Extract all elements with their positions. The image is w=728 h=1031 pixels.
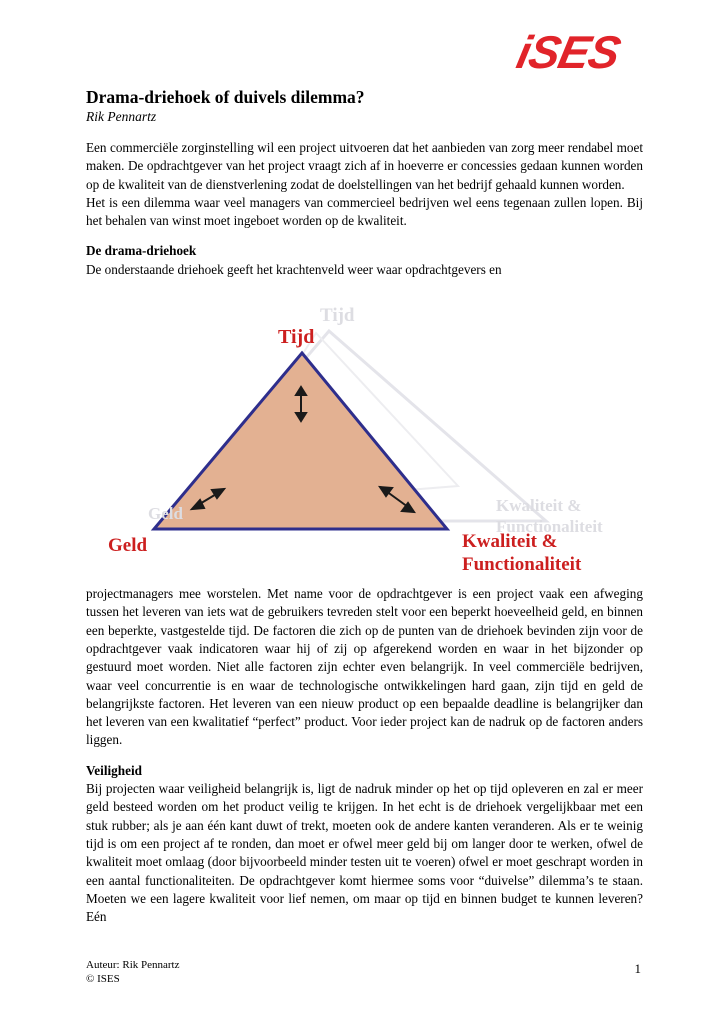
section2-body: Bij projecten waar veiligheid belangrijk is, ligt de nadruk minder op het op tijd opleveren en zal er meer geld besteed worden om het product veilig te krijgen. In het echt is de driehoek vergelijkbaar met een stuk rubber; als je aan één kant duwt of trekt, moeten ook de andere kanten veranderen. Als er te weinig tijd is om een project af te ronden, dan moet er ofwel meer geld bij om langer door te werken, ofwel de kwaliteit moet omlaag (door bijvoorbeeld minder testen uit te voeren) ofwel er moet geschrapt worden in een aantal functionaliteiten. De opdrachtgever komt hiermee soms voor “duivelse” dilemma’s te staan. Moeten we een lagere kwaliteit voor lief nemen, om maar op tijd en binnen budget te kunnen leveren? Eén: [86, 781, 643, 925]
footer-author: Auteur: Rik Pennartz: [86, 959, 180, 971]
label-tijd: Tijd: [278, 326, 315, 349]
drama-triangle-figure: [86, 291, 643, 577]
section-heading-veiligheid: Veiligheid: [86, 762, 142, 778]
ises-logo: iSES: [512, 26, 625, 78]
label-kwaliteit-1: Kwaliteit &: [462, 531, 558, 553]
footer-copyright: © ISES: [86, 973, 120, 985]
document-author: Rik Pennartz: [86, 109, 157, 124]
ghost-label-kwaliteit-1: Kwaliteit &: [496, 496, 582, 516]
page-footer: [86, 958, 643, 986]
label-geld: Geld: [108, 535, 148, 557]
ghost-label-kwaliteit-2: Functionaliteit: [496, 517, 603, 537]
label-kwaliteit-2: Functionaliteit: [462, 554, 582, 576]
document-body: [86, 86, 643, 926]
page-number: 1: [634, 961, 641, 976]
section1-lead: De onderstaande driehoek geeft het krachtenveld weer waar opdrachtgevers en: [86, 261, 502, 277]
ghost-label-geld: Geld: [148, 504, 183, 524]
intro-paragraph-1: Een commerciële zorginstelling wil een project uitvoeren dat het aanbieden van zorg meer rendabel moet maken. De opdrachtgever van het project vraagt zich af in hoeverre er concessies gedaan kunnen worden op de kwaliteit van de dienstverlening zodat de doelstellingen van het bedrijf gehaald kunnen worden.: [86, 140, 643, 192]
ghost-label-tijd: Tijd: [320, 305, 355, 327]
intro-paragraph-2: Het is een dilemma waar veel managers van commercieel bedrijven wel eens tegenaan zullen lopen. Bij het behalen van winst moet ingeboet worden op de kwaliteit.: [86, 194, 643, 229]
section-heading-drama-driehoek: De drama-driehoek: [86, 243, 197, 259]
section1-continuation: projectmanagers mee worstelen. Met name voor de opdrachtgever is een project vaak een afweging tussen het leveren van iets wat de gebruikers tevreden stelt voor een beperkt hoeveelheid geld, en binnen een beperkte, vastgestelde tijd. De factoren die zich op de punten van de driehoek bevinden zijn voor de opdrachtgever vaak indicatoren waar hij of zij op afgerekend worden en waar in het bijzonder op gestuurd moet worden. Niet alle factoren zijn echter even belangrijk. In veel commerciële bedrijven, waar veel concurrentie is en waar de technologische ontwikkelingen hard gaan, zijn tijd en geld de belangrijkste factoren. Het leveren van een nieuw product op een bepaalde deadline is belangrijker dan het leveren van een kwalitatief “perfect” product. Voor ieder project kan de nadruk op de factoren anders liggen.: [86, 586, 643, 748]
document-title: Drama-driehoek of duivels dilemma?: [86, 87, 365, 107]
triangle-diagram: [86, 291, 643, 577]
